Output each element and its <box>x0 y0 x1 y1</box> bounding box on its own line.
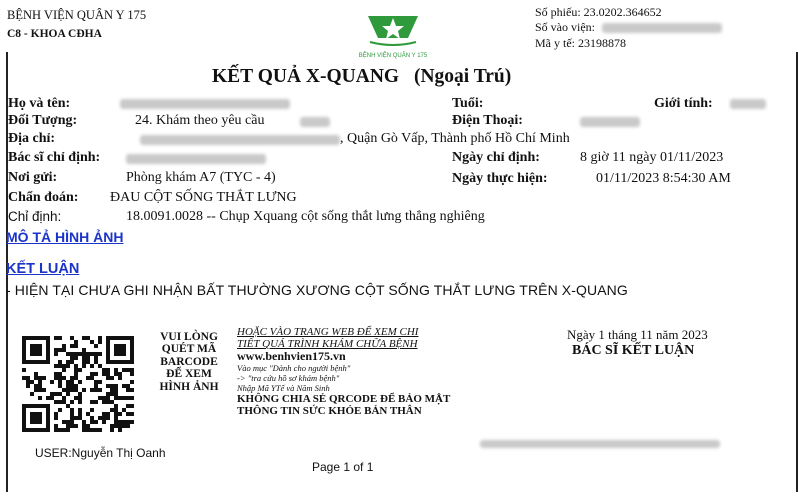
gender-label: Giới tính: <box>654 96 713 111</box>
conclusion-text: - HIỆN TẠI CHƯA GHI NHẬN BẤT THƯỜNG XƯƠNG CỘT SỐNG THẮT LƯNG TRÊN X-QUANG <box>6 282 628 298</box>
website-link[interactable]: www.benhvien175.vn <box>237 349 346 364</box>
so-phieu: Số phiếu: 23.0202.364652 <box>535 5 662 19</box>
scan-line: BARCODE <box>160 355 218 368</box>
hospital-logo <box>352 12 434 64</box>
signature-title: BÁC SĨ KẾT LUẬN <box>572 343 695 358</box>
hospital-name: BỆNH VIỆN QUÂN Y 175 <box>7 8 147 22</box>
so-vao-vien <box>535 20 722 35</box>
report-title <box>212 66 511 88</box>
step-line: -> "tra cứu hồ sơ khám bệnh" <box>237 372 340 383</box>
warning-line: KHÔNG CHIA SẺ QRCODE ĐỂ BẢO MẬT <box>237 392 451 405</box>
web-line: HOẶC VÀO TRANG WEB ĐỂ XEM CHI <box>237 326 419 338</box>
redacted-subject <box>300 117 330 127</box>
age-label: Tuổi: <box>452 96 484 111</box>
diagnosis-label: Chẩn đoán: <box>8 190 79 205</box>
footer-user: USER:Nguyễn Thị Oanh <box>35 446 166 460</box>
conclusion-heading[interactable]: KẾT LUẬN <box>6 261 80 277</box>
ma-y-te: Mã y tế: 23198878 <box>535 36 626 50</box>
redacted-value <box>602 23 722 33</box>
warning-line: THÔNG TIN SỨC KHỎE BẢN THÂN <box>237 404 422 417</box>
sender-label: Nơi gửi: <box>8 170 58 185</box>
department-name: C8 - KHOA CĐHA <box>7 28 102 40</box>
title-suffix: (Ngoại Trú) <box>413 66 512 87</box>
diagnosis-value: ĐAU CỘT SỐNG THẮT LƯNG <box>110 190 297 205</box>
order-date-label: Ngày chỉ định: <box>452 150 540 165</box>
doctor-label: Bác sĩ chỉ định: <box>8 150 101 165</box>
indication-label: Chỉ định: <box>8 209 62 224</box>
scan-line: QUÉT MÃ <box>161 343 217 356</box>
web-instructions <box>237 326 450 417</box>
qr-code-icon[interactable] <box>22 336 134 432</box>
scan-line: VUI LÒNG <box>160 331 218 343</box>
redacted-gender <box>730 99 766 109</box>
phone-label: Điện Thoại: <box>452 113 523 128</box>
redacted-name <box>120 99 290 109</box>
redacted-phone <box>580 117 640 127</box>
step-line: Nhập Mã YTế và Năm Sinh <box>237 382 330 393</box>
so-vao-vien-label: Số vào viện: <box>535 20 595 34</box>
subject-value: 24. Khám theo yêu cầu <box>135 113 265 128</box>
subject-label: Đối Tượng: <box>8 113 78 128</box>
indication-value: 18.0091.0028 -- Chụp Xquang cột sống thắt lưng thẳng nghiêng <box>126 209 485 224</box>
order-date-value: 8 giờ 11 ngày 01/11/2023 <box>580 150 724 165</box>
redacted-address <box>140 135 340 145</box>
scan-instructions <box>148 331 230 393</box>
description-heading[interactable]: MÔ TẢ HÌNH ẢNH <box>6 229 124 245</box>
address-value: , Quận Gò Vấp, Thành phố Hồ Chí Minh <box>340 131 570 146</box>
web-line: TIẾT QUÁ TRÌNH KHÁM CHỮA BỆNH <box>237 338 418 351</box>
exec-date-value: 01/11/2023 8:54:30 AM <box>596 171 731 186</box>
step-line: Vào mục "Dành cho người bệnh" <box>237 362 351 373</box>
title-main: KẾT QUẢ X-QUANG <box>212 66 400 87</box>
page-border-right <box>796 52 798 492</box>
scan-line: ĐỂ XEM <box>166 368 212 381</box>
signature-date: Ngày 1 tháng 11 năm 2023 <box>567 327 708 342</box>
redacted-doctor <box>126 154 266 164</box>
sender-value: Phòng khám A7 (TYC - 4) <box>126 170 276 185</box>
name-label: Họ và tên: <box>8 96 71 111</box>
footer-page: Page 1 of 1 <box>312 460 374 474</box>
scan-line: HÌNH ẢNH <box>159 380 219 393</box>
redacted-signature-name <box>480 440 720 448</box>
exec-date-label: Ngày thực hiện: <box>452 171 548 186</box>
address-label: Địa chỉ: <box>8 131 56 146</box>
logo-text: BỆNH VIỆN QUÂN Y 175 <box>358 53 428 59</box>
